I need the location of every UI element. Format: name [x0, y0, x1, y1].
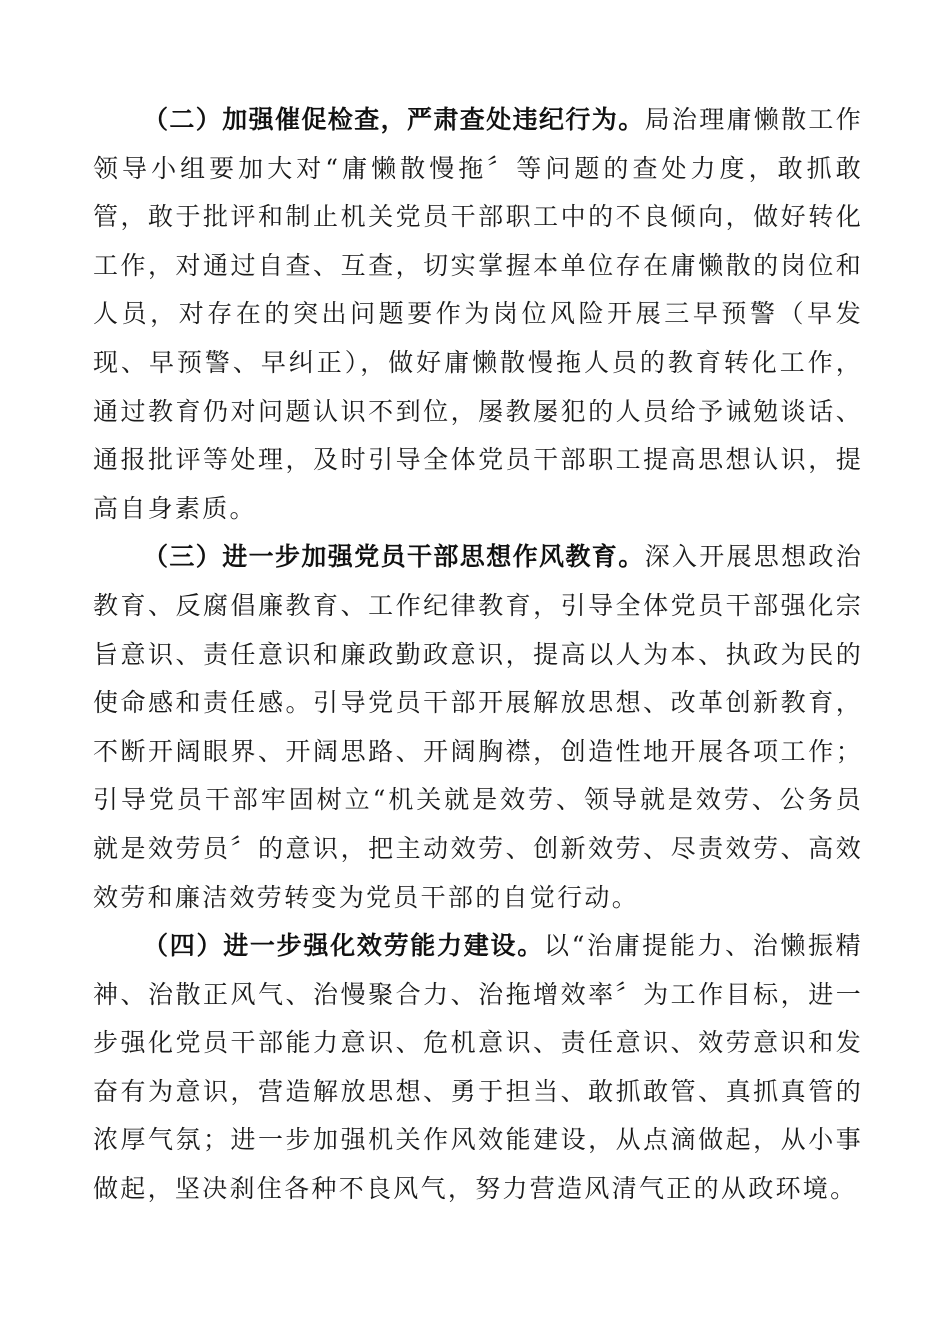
paragraph-heading: （四）进一步强化效劳能力建设。	[143, 931, 544, 961]
paragraph-education	[93, 533, 863, 922]
paragraph-text: 局治理庸懒散工作领导小组要加大对“庸懒散慢拖〞等问题的查处力度，敢抓敢管，敢于批评和制止机关党员干部职工中的不良倾向，做好转化工作，对通过自查、互查，切实掌握本单位存在庸懒散的岗位和人员，对存在的突出问题要作为岗位风险开展三早预警（早发现、早预警、早纠正），做好庸懒散慢拖人员的教育转化工作，通过教育仍对问题认识不到位，屡教屡犯的人员给予诫勉谈话、通报批评等处理，及时引导全体党员干部职工提高思想认识，提高自身素质。	[93, 105, 864, 523]
paragraph-heading: （二）加强催促检查，严肃查处违纪行为。	[143, 105, 645, 134]
paragraph-text: 以“治庸提能力、治懒振精神、治散正风气、治慢聚合力、治拖增效率〞为工作目标，进一步强化党员干部能力意识、危机意识、责任意识、效劳意识和发奋有为意识，营造解放思想、勇于担当、敢抓敢管、真抓真管的浓厚气氛；进一步加强机关作风效能建设，从点滴做起，从小事做起，坚决刹住各种不良风气，努力营造风清气正的从政环境。	[93, 931, 863, 1204]
document-body	[93, 96, 863, 1214]
paragraph-heading: （三）进一步加强党员干部思想作风教育。	[143, 542, 645, 572]
paragraph-capability	[93, 922, 863, 1214]
paragraph-text: 深入开展思想政治教育、反腐倡廉教育、工作纪律教育，引导全体党员干部强化宗旨意识、责任意识和廉政勤政意识，提高以人为本、执政为民的使命感和责任感。引导党员干部开展解放思想、改革创新教育，不断开阔眼界、开阔思路、开阔胸襟，创造性地开展各项工作；引导党员干部牢固树立“机关就是效劳、领导就是效劳、公务员就是效劳员〞的意识，把主动效劳、创新效劳、尽责效劳、高效效劳和廉洁效劳转变为党员干部的自觉行动。	[93, 542, 864, 912]
paragraph-inspection	[93, 96, 863, 533]
